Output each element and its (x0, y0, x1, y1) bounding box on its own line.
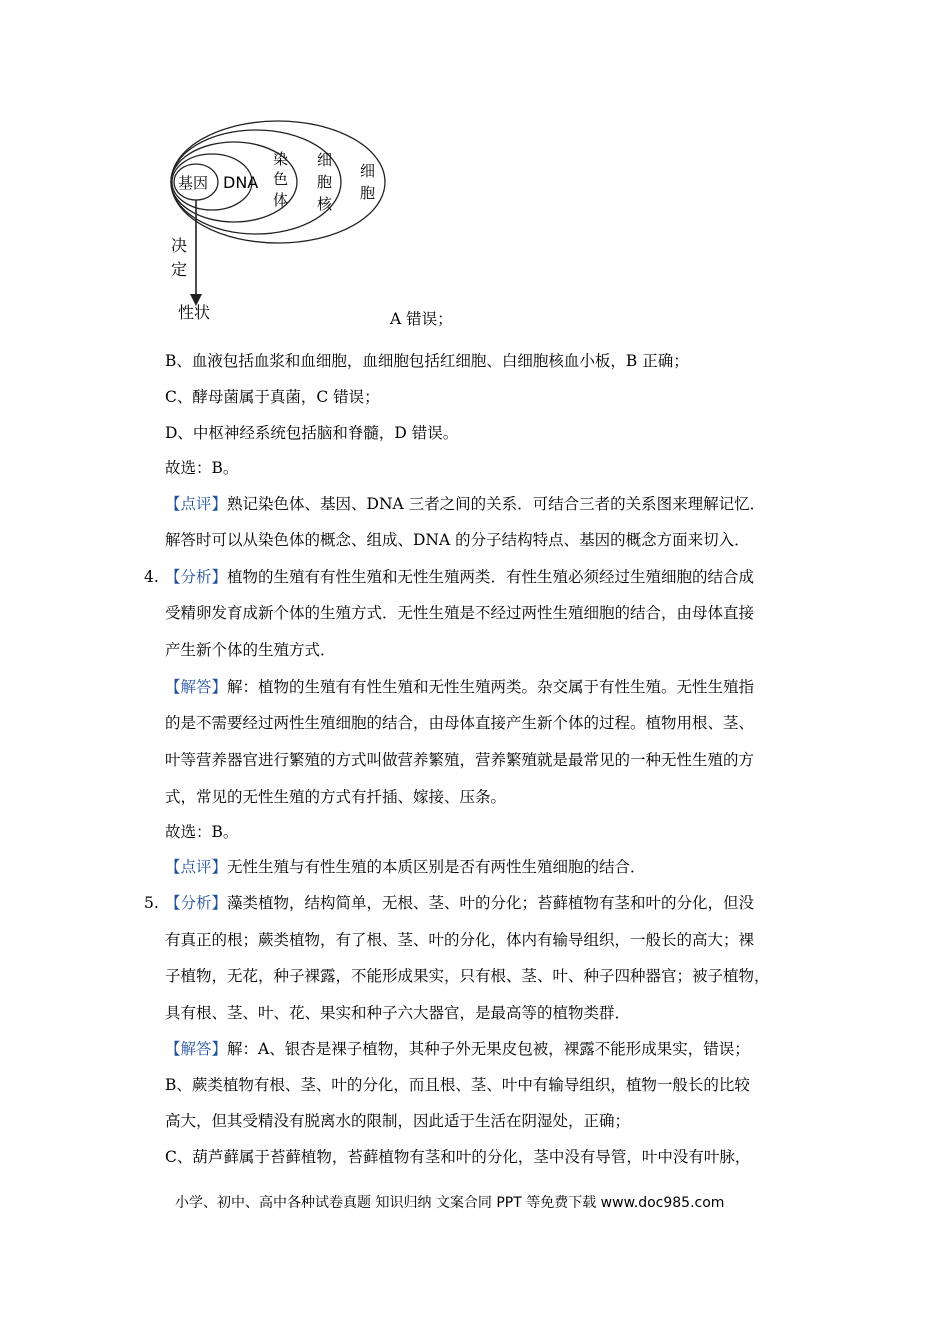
q4-answer-line-1 (165, 677, 754, 697)
q5-number: 5. (144, 894, 159, 912)
q5-analysis-line-1 (165, 893, 754, 913)
q5-answer-text: 解：A、银杏是裸子植物，其种子外无果皮包被，裸露不能形成果实，错误； (227, 1040, 750, 1058)
answer-tag: 【解答】 (165, 678, 228, 696)
chromosome-label-3: 体 (273, 191, 289, 209)
q5-answer-line-4: C、葫芦藓属于苔藓植物，苔藓植物有茎和叶的分化，茎中没有导管，叶中没有叶脉， (165, 1148, 751, 1166)
q3-option-c: C、酵母菌属于真菌，C 错误； (165, 388, 380, 406)
q4-analysis-line-1 (165, 567, 754, 587)
analysis-tag: 【分析】 (165, 894, 228, 912)
q4-answer-text: 解：植物的生殖有有性生殖和无性生殖两类。杂交属于有性生殖。无性生殖指 (227, 678, 755, 696)
analysis-tag: 【分析】 (165, 568, 228, 586)
q4-comment (165, 857, 646, 877)
q5-analysis-line-2: 有真正的根；蕨类植物，有了根、茎、叶的分化，体内有输导组织，一般长的高大；裸 (165, 931, 755, 949)
q4-answer-line-2: 的是不需要经过两性生殖细胞的结合，由母体直接产生新个体的过程。植物用根、茎、 (165, 714, 755, 732)
q3-comment-line-2: 解答时可以从染色体的概念、组成、DNA 的分子结构特点、基因的概念方面来切入． (165, 531, 750, 549)
cell-label-2: 胞 (360, 184, 376, 202)
cell-label-1: 细 (360, 162, 376, 180)
q3-option-d: D、中枢神经系统包括脑和脊髓，D 错误。 (165, 424, 459, 442)
q5-answer-line-3: 高大，但其受精没有脱离水的限制，因此适于生活在阴湿处，正确； (165, 1112, 631, 1130)
diagram-caption: A 错误； (390, 310, 453, 328)
q5-answer-line-2: B、蕨类植物有根、茎、叶的分化，而且根、茎、叶中有输导组织，植物一般长的比较 (165, 1076, 750, 1094)
chromosome-label-2: 色 (273, 170, 289, 188)
dna-label: DNA (223, 173, 259, 192)
nucleus-label-2: 胞 (317, 173, 333, 191)
q4-analysis-text: 植物的生殖有有性生殖和无性生殖两类．有性生殖必须经过生殖细胞的结合成 (227, 568, 755, 586)
q4-answer-line-4: 式，常见的无性生殖的方式有扦插、嫁接、压条。 (165, 788, 507, 806)
q5-analysis-line-4: 具有根、茎、叶、花、果实和种子六大器官，是最高等的植物类群． (165, 1004, 631, 1022)
q3-comment-line-1 (165, 494, 765, 514)
q4-choice: 故选：B。 (165, 823, 239, 841)
nucleus-label-3: 核 (317, 195, 333, 213)
trait-label: 性状 (178, 303, 211, 322)
comment-tag: 【点评】 (165, 495, 228, 513)
page-footer: 小学、初中、高中各种试卷真题 知识归纳 文案合同 PPT 等免费下载 www.doc985.com (175, 1195, 725, 1211)
nucleus-label-1: 细 (317, 151, 333, 169)
q3-choice: 故选：B。 (165, 459, 239, 477)
comment-tag: 【点评】 (165, 858, 228, 876)
decide-label-2: 定 (171, 260, 188, 279)
gene-dna-chromosome-diagram (160, 112, 400, 332)
q4-answer-line-3: 叶等营养器官进行繁殖的方式叫做营养繁殖，营养繁殖就是最常见的一种无性生殖的方 (165, 751, 755, 769)
q5-analysis-text: 藻类植物，结构简单，无根、茎、叶的分化；苔藓植物有茎和叶的分化，但没 (227, 894, 755, 912)
q4-analysis-line-2: 受精卵发育成新个体的生殖方式．无性生殖是不经过两性生殖细胞的结合，由母体直接 (165, 604, 755, 622)
q3-comment-text: 熟记染色体、基因、DNA 三者之间的关系．可结合三者的关系图来理解记忆． (227, 495, 766, 513)
q4-analysis-line-3: 产生新个体的生殖方式． (165, 641, 336, 659)
decide-label-1: 决 (171, 236, 188, 255)
gene-label: 基因 (178, 174, 209, 192)
q4-comment-text: 无性生殖与有性生殖的本质区别是否有两性生殖细胞的结合． (227, 858, 646, 876)
q5-answer-line-1 (165, 1039, 750, 1059)
answer-tag: 【解答】 (165, 1040, 228, 1058)
chromosome-label-1: 染 (273, 150, 289, 168)
q4-number: 4. (144, 568, 159, 586)
q3-option-b: B、血液包括血浆和血细胞，血细胞包括红细胞、白细胞核血小板，B 正确； (165, 352, 689, 370)
q5-analysis-line-3: 子植物，无花，种子裸露，不能形成果实，只有根、茎、叶、种子四种器官；被子植物， (165, 967, 770, 985)
